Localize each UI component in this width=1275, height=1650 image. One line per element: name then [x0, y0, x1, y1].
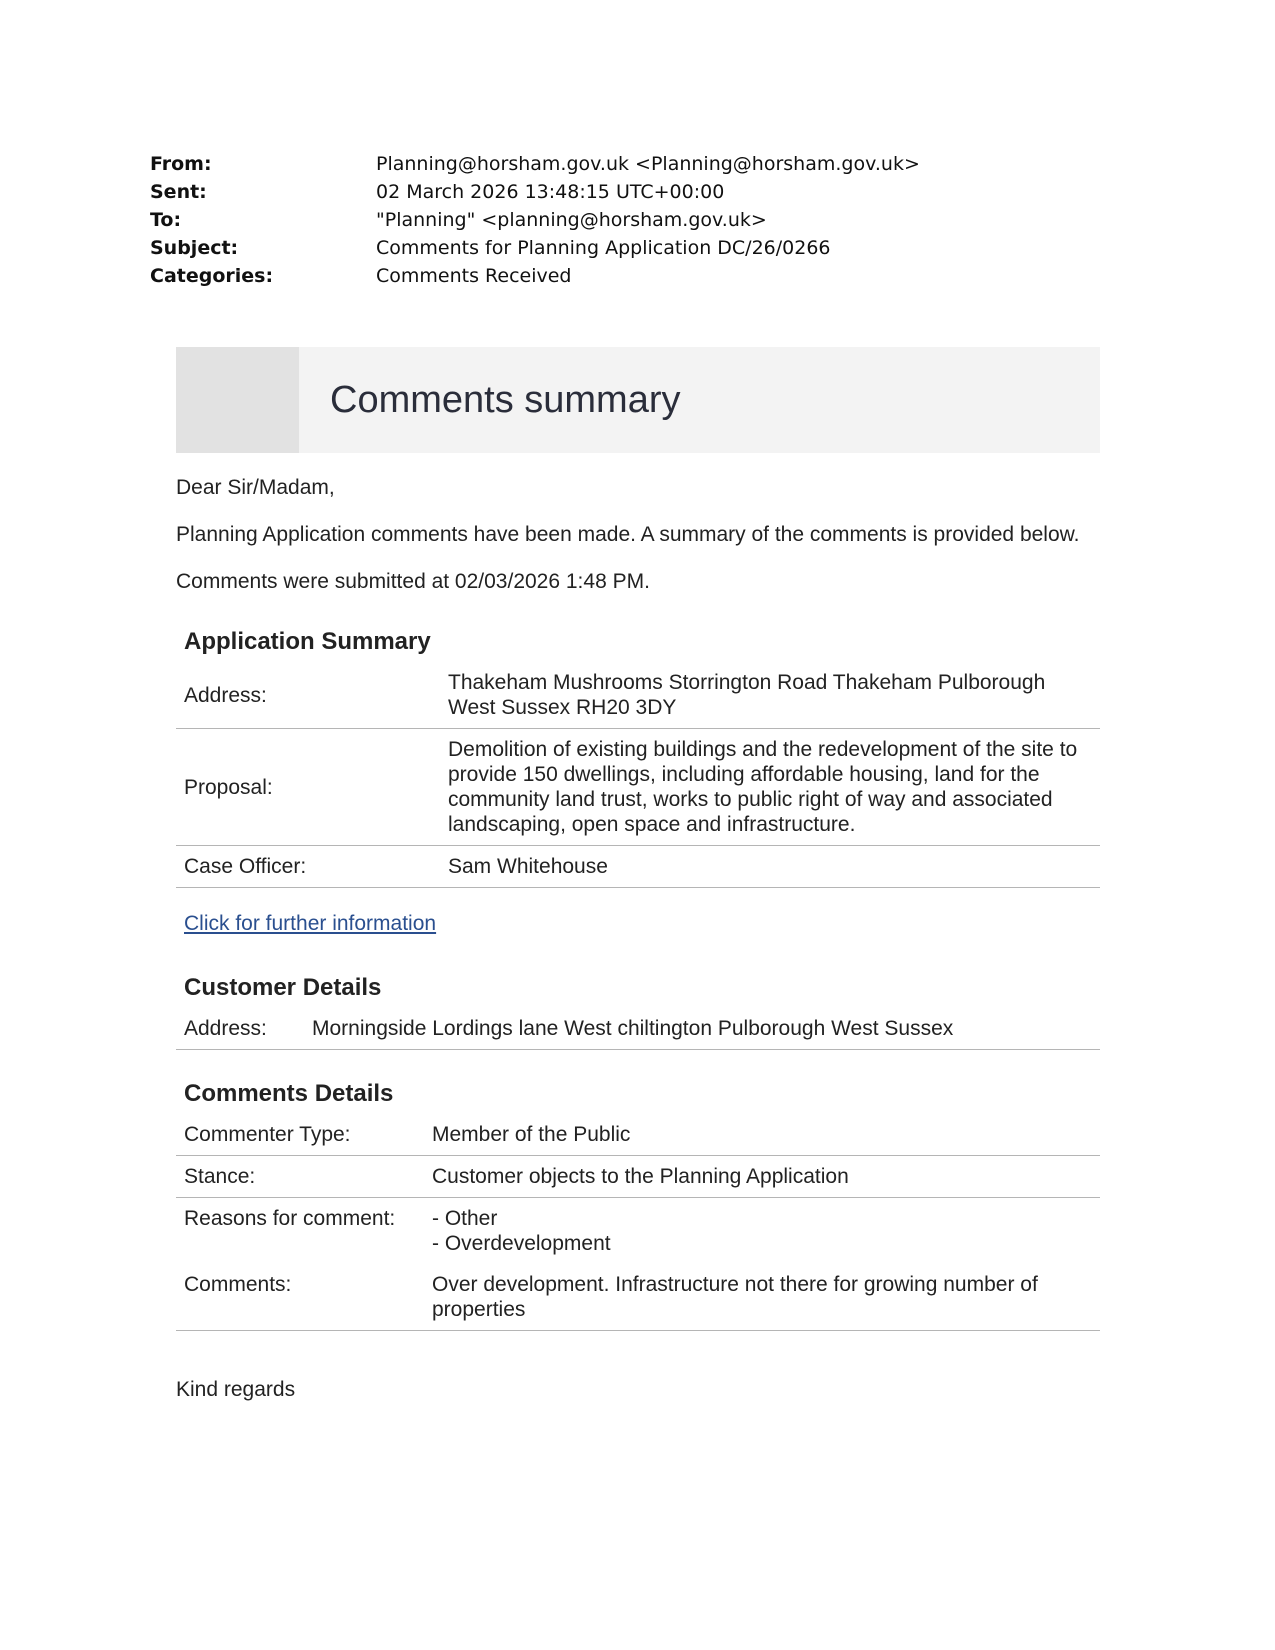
banner-title: Comments summary	[330, 379, 681, 421]
reason-item: - Overdevelopment	[432, 1232, 611, 1255]
sent-label: Sent:	[150, 181, 207, 203]
email-to-row	[150, 206, 1050, 234]
proposal-value: Demolition of existing buildings and the redevelopment of the site to provide 150 dwellings, including affordable housing, land for the community land trust, works to public right of way and associated landscaping, open space and infrastructure.	[440, 729, 1100, 846]
case-officer-label: Case Officer:	[176, 846, 440, 888]
sent-value: 02 March 2026 13:48:15 UTC+00:00	[376, 181, 725, 203]
commenter-type-value: Member of the Public	[424, 1114, 1100, 1156]
intro-paragraph: Planning Application comments have been made. A summary of the comments is provided below.	[176, 523, 1080, 546]
email-subject-row	[150, 234, 1050, 262]
subject-value: Comments for Planning Application DC/26/0266	[376, 237, 831, 259]
customer-address-label: Address:	[176, 1008, 304, 1050]
table-row	[176, 1198, 1100, 1265]
reasons-label: Reasons for comment:	[184, 1207, 396, 1230]
subject-label: Subject:	[150, 237, 239, 259]
table-row	[176, 1008, 1100, 1050]
greeting: Dear Sir/Madam,	[176, 476, 335, 499]
submission-time-paragraph: Comments were submitted at 02/03/2026 1:48 PM.	[176, 570, 650, 593]
closing-text: Kind regards	[176, 1378, 296, 1401]
application-summary-table	[176, 662, 1100, 888]
summary-banner	[176, 347, 1100, 453]
customer-details-title: Customer Details	[184, 974, 382, 1001]
comments-details-title: Comments Details	[184, 1080, 394, 1107]
email-header	[150, 150, 1050, 290]
table-row	[176, 729, 1100, 846]
email-categories-row	[150, 262, 1050, 290]
reason-item: - Other	[432, 1207, 498, 1230]
application-summary-title: Application Summary	[184, 628, 431, 655]
table-row	[176, 1156, 1100, 1198]
table-row	[176, 1264, 1100, 1331]
email-sent-row	[150, 178, 1050, 206]
table-row	[176, 1114, 1100, 1156]
to-value: "Planning" <planning@horsham.gov.uk>	[376, 209, 767, 231]
further-info-link[interactable]: Click for further information	[184, 912, 437, 935]
case-officer-value: Sam Whitehouse	[440, 846, 1100, 888]
proposal-label: Proposal:	[176, 729, 440, 846]
reasons-value	[424, 1198, 1100, 1265]
categories-label: Categories:	[150, 265, 274, 287]
table-row	[176, 662, 1100, 729]
banner-logo-placeholder	[176, 347, 299, 453]
comments-details-table	[176, 1114, 1100, 1331]
stance-label: Stance:	[176, 1156, 424, 1198]
table-row	[176, 846, 1100, 888]
from-label: From:	[150, 153, 212, 175]
customer-details-table	[176, 1008, 1100, 1050]
address-value: Thakeham Mushrooms Storrington Road Thakeham Pulborough West Sussex RH20 3DY	[440, 662, 1100, 729]
commenter-type-label: Commenter Type:	[176, 1114, 424, 1156]
email-from-row	[150, 150, 1050, 178]
from-value: Planning@horsham.gov.uk <Planning@horsham.gov.uk>	[376, 153, 920, 175]
customer-address-value: Morningside Lordings lane West chiltington Pulborough West Sussex	[304, 1008, 1100, 1050]
address-label: Address:	[176, 662, 440, 729]
to-label: To:	[150, 209, 182, 231]
further-info-row	[176, 912, 1100, 936]
stance-value: Customer objects to the Planning Application	[424, 1156, 1100, 1198]
comments-label: Comments:	[176, 1264, 424, 1331]
email-body	[176, 347, 1100, 1403]
comments-value: Over development. Infrastructure not there for growing number of properties	[424, 1264, 1100, 1331]
categories-value: Comments Received	[376, 265, 572, 287]
